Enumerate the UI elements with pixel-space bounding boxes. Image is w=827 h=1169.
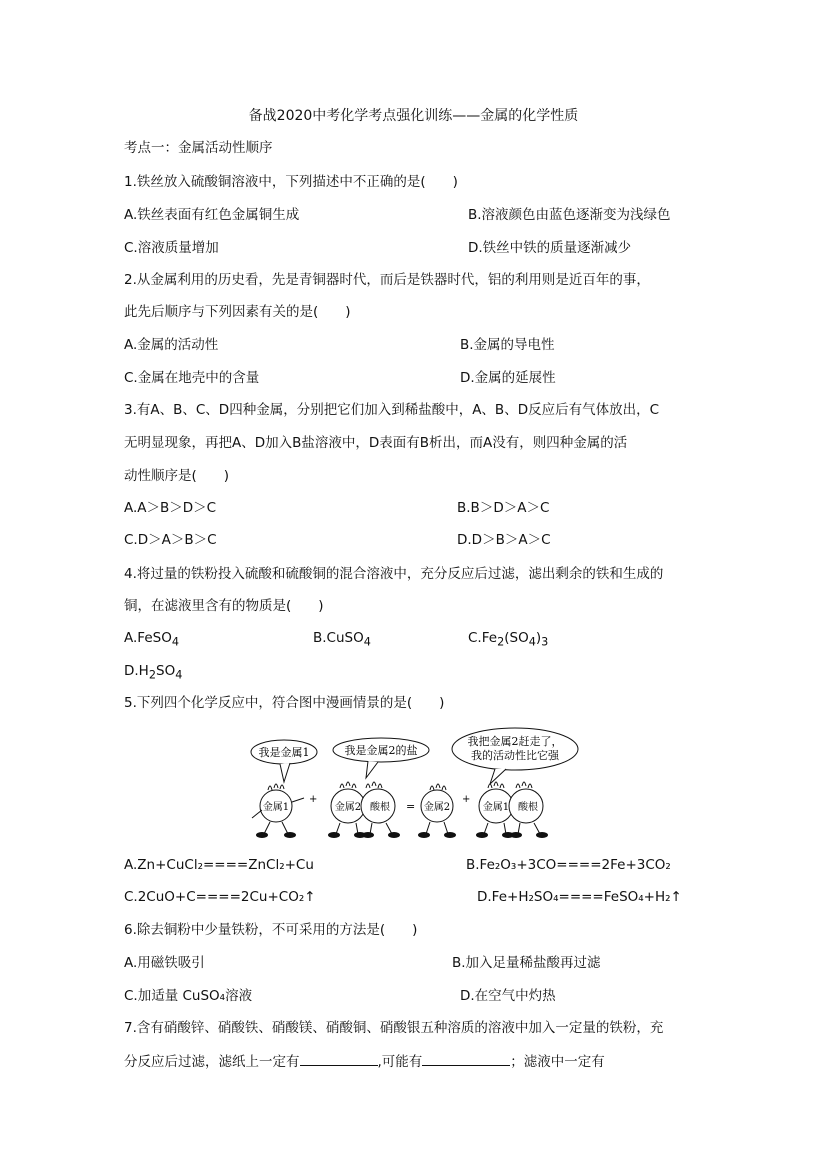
q1-option-d: D.铁丝中铁的质量逐渐减少	[468, 240, 632, 256]
q1-option-b: B.溶液颜色由蓝色逐渐变为浅绿色	[468, 207, 671, 223]
q1-option-a: A.铁丝表面有红色金属铜生成	[124, 207, 300, 223]
question-7-stem-line1: 7.含有硝酸锌、硝酸铁、硝酸镁、硝酸铜、硝酸银五种溶质的溶液中加入一定量的铁粉，充	[124, 1020, 664, 1036]
q6-option-c: C.加适量 CuSO₄溶液	[124, 988, 253, 1004]
bubble-1-tail	[280, 763, 290, 782]
q6-option-d: D.在空气中灼热	[460, 988, 556, 1004]
q4-option-a: A.FeSO$_4$	[124, 630, 179, 649]
q7-text-part3: ；滤液中一定有	[510, 1054, 605, 1070]
cartoon-svg	[240, 726, 600, 846]
acid-label-right: 酸根	[518, 802, 538, 813]
question-3-stem-line3: 动性顺序是( )	[124, 468, 230, 484]
question-1-stem: 1.铁丝放入硫酸铜溶液中，下列描述中不正确的是( )	[124, 174, 458, 190]
question-3-stem-line2: 无明显现象，再把A、D加入B盐溶液中，D表面有B析出，而A没有，则四种金属的活	[124, 435, 628, 451]
equals-sign: =	[406, 800, 416, 813]
question-5-stem: 5.下列四个化学反应中，符合图中漫画情景的是( )	[124, 695, 445, 711]
q7-text-part1: 分反应后过滤，滤纸上一定有	[124, 1054, 300, 1070]
question-2-stem-line2: 此先后顺序与下列因素有关的是( )	[124, 304, 351, 320]
character-metal1-left	[252, 784, 304, 838]
bubble-3-text-line2: 我的活动性比它强	[471, 749, 559, 762]
q7-blank-2[interactable]	[422, 1051, 510, 1066]
q6-option-a: A.用磁铁吸引	[124, 955, 205, 971]
q7-blank-1[interactable]	[300, 1051, 378, 1066]
bubble-3-tail	[490, 769, 506, 784]
q6-option-b: B.加入足量稀盐酸再过滤	[452, 955, 601, 971]
q5-option-d: D.Fe+H₂SO₄====FeSO₄+H₂↑	[477, 889, 682, 905]
q4-option-d: $D.H_2SO_4$	[124, 663, 183, 682]
bubble-2-text: 我是金属2的盐	[344, 744, 418, 757]
q3-option-b: B.B＞D＞A＞C	[457, 500, 550, 516]
plus-sign-right: +	[462, 794, 471, 805]
q5-option-c: C.2CuO+C====2Cu+CO₂↑	[124, 889, 316, 905]
q5-option-b: B.Fe₂O₃+3CO====2Fe+3CO₂	[466, 857, 671, 873]
character-metal2-salt	[328, 782, 400, 838]
page-title: 备战2020中考化学考点强化训练——金属的化学性质	[248, 108, 579, 124]
question-4-stem-line2: 铜，在滤液里含有的物质是( )	[124, 598, 324, 614]
plus-sign-left: +	[309, 794, 318, 805]
q4-option-b: B.CuSO$_4$	[313, 630, 371, 649]
q3-option-d: D.D＞B＞A＞C	[457, 532, 551, 548]
section-heading: 考点一：金属活动性顺序	[124, 140, 273, 156]
q2-option-c: C.金属在地壳中的含量	[124, 370, 260, 386]
question-2-stem-line1: 2.从金属利用的历史看，先是青铜器时代，而后是铁器时代，铝的利用则是近百年的事，	[124, 272, 650, 288]
metal2-label-right: 金属2	[423, 802, 451, 813]
metal1-label-right: 金属1	[482, 802, 510, 813]
q2-option-d: D.金属的延展性	[460, 370, 556, 386]
q3-option-c: C.D＞A＞B＞C	[124, 532, 217, 548]
acid-label-left: 酸根	[370, 802, 390, 813]
bubble-3-text-line1: 我把金属2赶走了，	[467, 735, 563, 748]
metal1-label-left: 金属1	[262, 802, 290, 813]
q7-text-part2: ,可能有	[377, 1054, 423, 1070]
q4-option-c: $C.Fe_2(SO_4)_3$	[468, 630, 549, 649]
character-metal2-alone	[418, 784, 456, 838]
cartoon-figure	[240, 726, 600, 846]
bubble-1-text: 我是金属1	[258, 746, 310, 759]
question-6-stem: 6.除去铜粉中少量铁粉，不可采用的方法是( )	[124, 922, 418, 938]
q5-option-a: A.Zn+CuCl₂====ZnCl₂+Cu	[124, 857, 314, 873]
q1-option-c: C.溶液质量增加	[124, 240, 219, 256]
q2-option-b: B.金属的导电性	[460, 337, 555, 353]
metal2-label: 金属2	[334, 802, 362, 813]
bubble-2-tail	[366, 761, 378, 778]
question-3-stem-line1: 3.有A、B、C、D四种金属，分别把它们加入到稀盐酸中，A、B、D反应后有气体放出，C	[124, 402, 660, 418]
character-metal1-salt	[476, 782, 548, 838]
q2-option-a: A.金属的活动性	[124, 337, 219, 353]
question-7-stem-line2	[124, 1051, 605, 1072]
question-4-stem-line1: 4.将过量的铁粉投入硫酸和硫酸铜的混合溶液中，充分反应后过滤，滤出剩余的铁和生成的	[124, 566, 664, 582]
q3-option-a: A.A＞B＞D＞C	[124, 500, 217, 516]
